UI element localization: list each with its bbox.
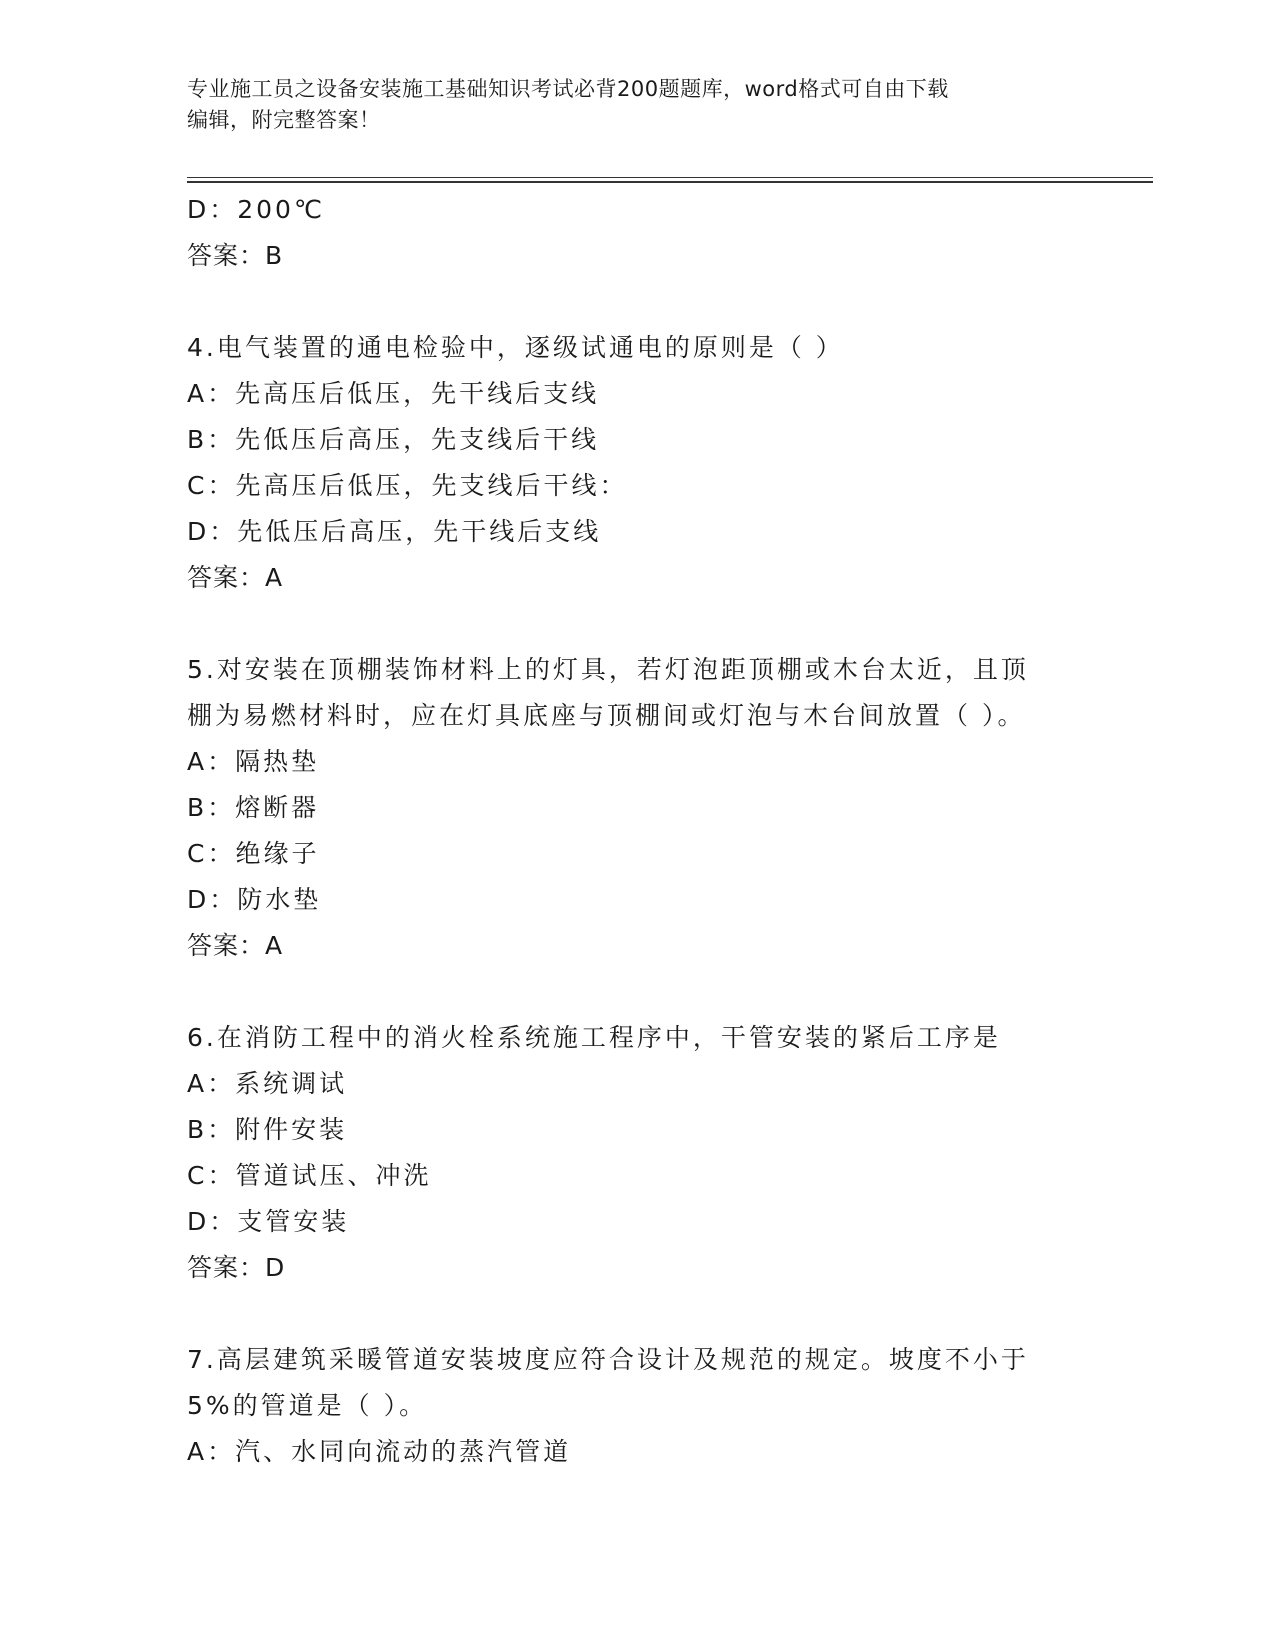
answer-line: 答案：A [187,931,284,960]
document-header [187,74,1087,136]
spacer [187,279,1107,325]
question-4 [187,325,1107,601]
spacer [187,601,1107,647]
option-d: D：防水垫 [187,885,322,914]
option-a: A：隔热垫 [187,747,320,776]
question-5 [187,647,1107,969]
spacer [187,969,1107,1015]
option-b: B：熔断器 [187,793,320,822]
answer-line: 答案：B [187,241,284,270]
question-list [187,187,1107,1475]
question-7 [187,1337,1107,1475]
question-3-tail [187,187,1107,279]
header-divider-thin [187,177,1153,178]
option-b: B：先低压后高压，先支线后干线 [187,425,600,454]
question-stem-line-1: 7.高层建筑采暖管道安装坡度应符合设计及规范的规定。坡度不小于 [187,1345,1029,1374]
header-divider-thick [187,181,1153,183]
option-c: C：先高压后低压，先支线后干线： [187,471,628,500]
question-stem: 6.在消防工程中的消火栓系统施工程序中，干管安装的紧后工序是 [187,1023,1001,1052]
question-stem: 4.电气装置的通电检验中，逐级试通电的原则是（ ） [187,333,844,362]
answer-line: 答案：D [187,1253,286,1282]
question-stem-line-2: 棚为易燃材料时，应在灯具底座与顶棚间或灯泡与木台间放置（ ）。 [187,701,1026,730]
question-stem-line-2: 5%的管道是（ ）。 [187,1391,428,1420]
option-a: A：系统调试 [187,1069,348,1098]
option-c: C：绝缘子 [187,839,320,868]
answer-line: 答案：A [187,563,284,592]
header-line-1: 专业施工员之设备安装施工基础知识考试必背200题题库，word格式可自由下载 [187,77,949,101]
option-d: D：先低压后高压，先干线后支线 [187,517,602,546]
option-d: D：200℃ [187,195,326,224]
option-a: A：先高压后低压，先干线后支线 [187,379,600,408]
option-a: A：汽、水同向流动的蒸汽管道 [187,1437,572,1466]
option-d: D：支管安装 [187,1207,350,1236]
spacer [187,1291,1107,1337]
question-6 [187,1015,1107,1291]
header-line-2: 编辑，附完整答案！ [187,108,381,132]
option-c: C：管道试压、冲洗 [187,1161,432,1190]
option-b: B：附件安装 [187,1115,348,1144]
question-stem-line-1: 5.对安装在顶棚装饰材料上的灯具，若灯泡距顶棚或木台太近，且顶 [187,655,1029,684]
